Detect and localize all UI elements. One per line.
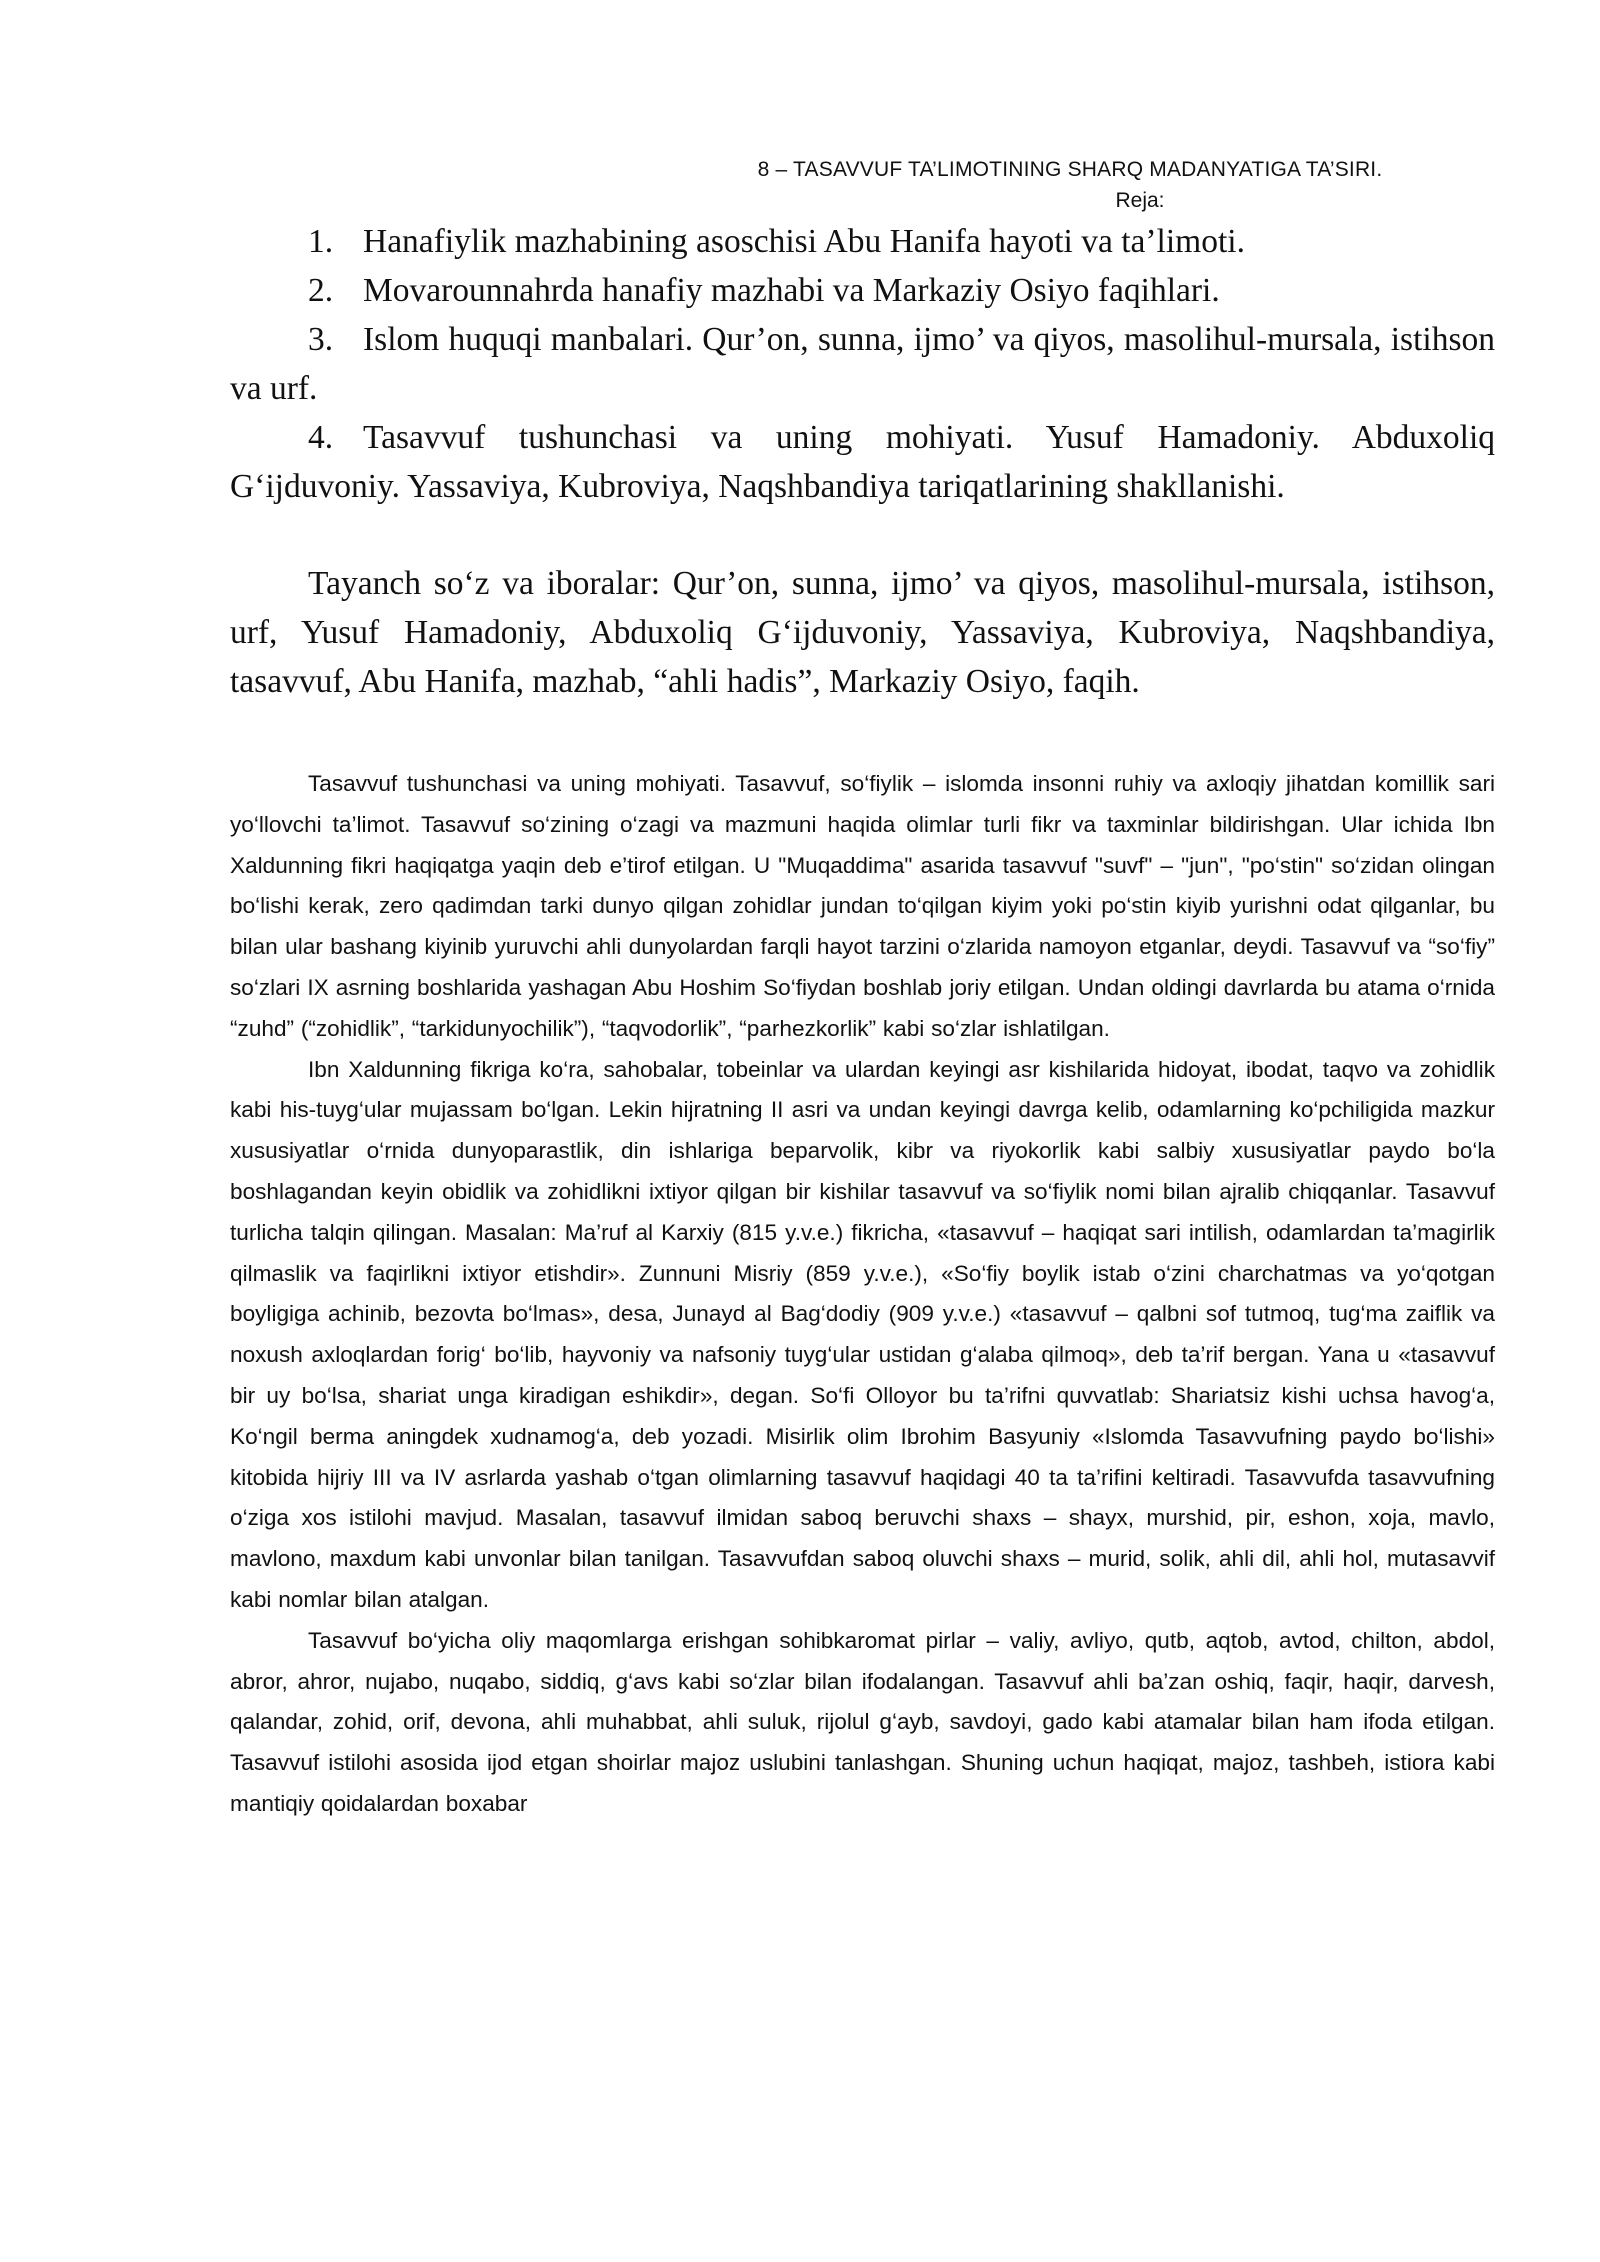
plan-item-text: Tasavvuf tushunchasi va uning mohiyati. Yusuf Hamadoniy. Abduxoliq G‘ijduvoniy. Yassaviya, Kubroviya, Naqshbandiya tariqatlarining shakllanishi. xyxy=(230,419,1495,505)
plan-item xyxy=(230,315,1495,413)
plan-item-number: 4. xyxy=(308,419,334,456)
body-paragraph: Tasavvuf bo‘yicha oliy maqomlarga erishgan sohibkaromat pirlar – valiy, avliyo, qutb, aqtob, avtod, chilton, abdol, abror, ahror, nujabo, nuqabo, siddiq, g‘avs kabi so‘zlar bilan ifodalangan. Tasavvuf ahli ba’zan oshiq, faqir, haqir, darvesh, qalandar, zohid, orif, devona, ahli muhabbat, ahli suluk, rijolul g‘ayb, savdoyi, gado kabi atamalar bilan ham ifoda etilgan. Tasavvuf istilohi asosida ijod etgan shoirlar majoz uslubini tanlashgan. Shuning uchun haqiqat, majoz, tashbeh, istiora kabi mantiqiy qoidalardan boxabar xyxy=(230,1627,1495,1816)
body-paragraph: Ibn Xaldunning fikriga ko‘ra, sahobalar, tobeinlar va ulardan keyingi asr kishilarida hidoyat, ibodat, taqvo va zohidlik kabi his-tuyg‘ular mujassam bo‘lgan. Lekin hijratning II asri va undan keyingi davrga kelib, odamlarning ko‘pchiligida mazkur xususiyatlar o‘rnida dunyoparastlik, din ishlariga beparvolik, kibr va riyokorlik kabi salbiy xususiyatlar paydo bo‘la boshlagandan keyin obidlik va zohidlikni ixtiyor qilgan bir kishilar tasavvuf va so‘fiylik nomi bilan ajralib chiqqanlar. Tasavvuf turlicha talqin qilingan. Masalan: Ma’ruf al Karxiy (815 y.v.e.) fikricha, «tasavvuf – haqiqat sari intilish, odamlardan ta’magirlik qilmaslik va faqirlikni ixtiyor etishdir». Zunnuni Misriy (859 y.v.e.), «So‘fiy boylik istab o‘zini charchatmas va yo‘qotgan boyligiga achinib, bezovta bo‘lmas», desa, Junayd al Bag‘dodiy (909 y.v.e.) «tasavvuf – qalbni sof tutmoq, tug‘ma zaiflik va noxush axloqlardan forig‘ bo‘lib, hayvoniy va nafsoniy tuyg‘ular ustidan g‘alaba qilmoq», deb ta’rif bergan. Yana u «tasavvuf bir uy bo‘lsa, shariat unga kiradigan eshikdir», degan. So‘fi Olloyor bu ta’rifni quvvatlab: Shariatsiz kishi uchsa havog‘a, Ko‘ngil berma aningdek xudnamog‘a, deb yozadi. Misirlik olim Ibrohim Basyuniy «Islomda Tasavvufning paydo bo‘lishi» kitobida hijriy III va IV asrlarda yashab o‘tgan olimlarning tasavvuf haqidagi 40 ta ta’rifini keltiradi. Tasavvufda tasavvufning o‘ziga xos istilohi mavjud. Masalan, tasavvuf ilmidan saboq beruvchi shaxs – shayx, murshid, pir, eshon, xoja, mavlo, mavlono, maxdum kabi unvonlar bilan tanilgan. Tasavvufdan saboq oluvchi shaxs – murid, solik, ahli dil, ahli hol, mutasavvif kabi nomlar bilan atalgan. xyxy=(230,1056,1495,1612)
plan-item xyxy=(230,413,1495,511)
plan-item-text: Islom huquqi manbalari. Qur’on, sunna, ijmo’ va qiyos, masolihul-mursala, istihson va urf. xyxy=(230,321,1495,407)
plan-item-number: 2. xyxy=(308,272,334,309)
keywords-paragraph: Tayanch so‘z va iboralar: Qur’on, sunna, ijmo’ va qiyos, masolihul-mursala, istihson, urf, Yusuf Hamadoniy, Abduxoliq G‘ijduvoniy, Yassaviya, Kubroviya, Naqshbandiya, tasavvuf, Abu Hanifa, mazhab, “ahli hadis”, Markaziy Osiyo, faqih. xyxy=(230,565,1495,700)
plan-item-text: Movarounnahrda hanafiy mazhabi va Markaziy Osiyo faqihlari. xyxy=(363,272,1220,309)
body-paragraph: Tasavvuf tushunchasi va uning mohiyati. Tasavvuf, so‘fiylik – islomda insonni ruhiy va axloqiy jihatdan komillik sari yo‘llovchi ta’limot. Tasavvuf so‘zining o‘zagi va mazmuni haqida olimlar turli fikr va taxminlar bildirishgan. Ular ichida Ibn Xaldunning fikri haqiqatga yaqin deb e’tirof etilgan. U "Muqaddima" asarida tasavvuf "suvf" – "jun", "po‘stin" so‘zidan olingan bo‘lishi kerak, zero qadimdan tarki dunyo qilgan zohidlar jundan to‘qilgan kiyim yoki po‘stin kiyib yurishni odat qilganlar, bu bilan ular bashang kiyinib yuruvchi ahli dunyolardan farqli hayot tarzini o‘zlarida namoyon etganlar, deydi. Tasavvuf va “so‘fiy” so‘zlari IX asrning boshlarida yashagan Abu Hoshim So‘fiydan boshlab joriy etilgan. Undan oldingi davrlarda bu atama o‘rnida “zuhd” (“zohidlik”, “tarkidunyochilik”), “taqvodorlik”, “parhezkorlik” kabi so‘zlar ishlatilgan. xyxy=(230,771,1495,1041)
plan-item-text: Hanafiylik mazhabining asoschisi Abu Hanifa hayoti va ta’limoti. xyxy=(363,223,1245,260)
plan-item-number: 1. xyxy=(308,223,334,260)
plan-label: Reja: xyxy=(1115,189,1165,212)
document-title: 8 – TASAVVUF TA’LIMOTINING SHARQ MADANYATIGA TA’SIRI. xyxy=(757,158,1383,181)
plan-item xyxy=(230,217,1495,266)
plan-item-number: 3. xyxy=(308,321,334,358)
plan-list xyxy=(230,217,1495,511)
body-text xyxy=(230,764,1495,1825)
plan-item xyxy=(230,266,1495,315)
